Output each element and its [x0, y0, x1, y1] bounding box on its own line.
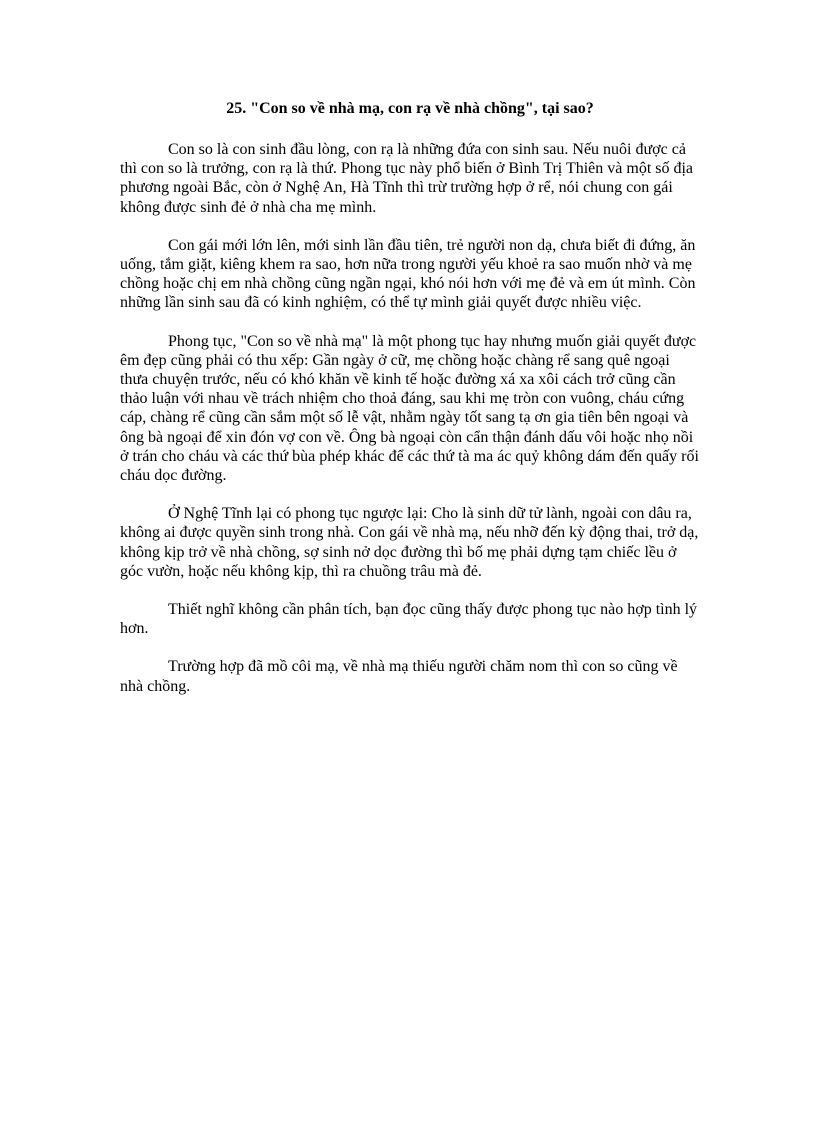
paragraph-2: Con gái mới lớn lên, mới sinh lần đầu tiên, trẻ người non dạ, chưa biết đi đứng, ăn uống, tắm giặt, kiêng khem ra sao, hơn nữa trong người yếu khoẻ ra sao muốn nhờ và mẹ chồng hoặc chị em nhà chồng cũng ngần ngại, khó nói hơn với mẹ đẻ và em út mình. Còn những lần sinh sau đã có kinh nghiệm, có thể tự mình giải quyết được nhiều việc.	[120, 236, 696, 312]
paragraph-4: Ở Nghệ Tĩnh lại có phong tục ngược lại: Cho là sinh dữ tử lành, ngoài con dâu ra, không ai được quyền sinh trong nhà. Con gái về nhà mạ, nếu nhỡ đến kỳ động thai, trở dạ, không kịp trở về nhà chồng, sợ sinh nở dọc đường thì bố mẹ phải dựng tạm chiếc lều ở góc vườn, hoặc nếu không kịp, thì ra chuồng trâu mà đẻ.	[120, 505, 699, 580]
article-title: 25. "Con so về nhà mạ, con rạ về nhà chồng", tại sao?	[226, 100, 594, 117]
paragraph-6: Trường hợp đã mồ côi mạ, về nhà mạ thiếu người chăm nom thì con so cũng về nhà chồng.	[120, 658, 678, 695]
paragraph-1: Con so là con sinh đầu lòng, con rạ là những đứa con sinh sau. Nếu nuôi được cả thì con so là trưởng, con rạ là thứ. Phong tục này phổ biến ở Bình Trị Thiên và một số địa phương ngoài Bắc, còn ở Nghệ An, Hà Tĩnh thì trừ trường hợp ở rể, nói chung con gái không được sinh đẻ ở nhà cha mẹ mình.	[120, 141, 694, 216]
paragraph-3: Phong tục, "Con so về nhà mạ" là một phong tục hay nhưng muốn giải quyết được êm đẹp cũng phải có thu xếp: Gần ngày ở cữ, mẹ chồng hoặc chàng rể sang quê ngoại thưa chuyện trước, nếu có khó khăn về kinh tế hoặc đường xá xa xôi cách trở cũng cần thảo luận với nhau về trách nhiệm cho thoả đáng, sau khi mẹ tròn con vuông, cháu cứng cáp, chàng rể cũng cần sắm một số lễ vật, nhằm ngày tốt sang tạ ơn gia tiên bên ngoại và ông bà ngoại để xin đón vợ con về. Ông bà ngoại còn cẩn thận đánh dấu vôi hoặc nhọ nồi ở trán cho cháu và các thứ bùa phép khác để các thứ tà ma ác quỷ không dám đến quấy rối cháu dọc đường.	[120, 332, 699, 485]
paragraph-5: Thiết nghĩ không cần phân tích, bạn đọc cũng thấy được phong tục nào hợp tình lý hơn.	[120, 601, 698, 638]
article-body	[120, 100, 700, 715]
